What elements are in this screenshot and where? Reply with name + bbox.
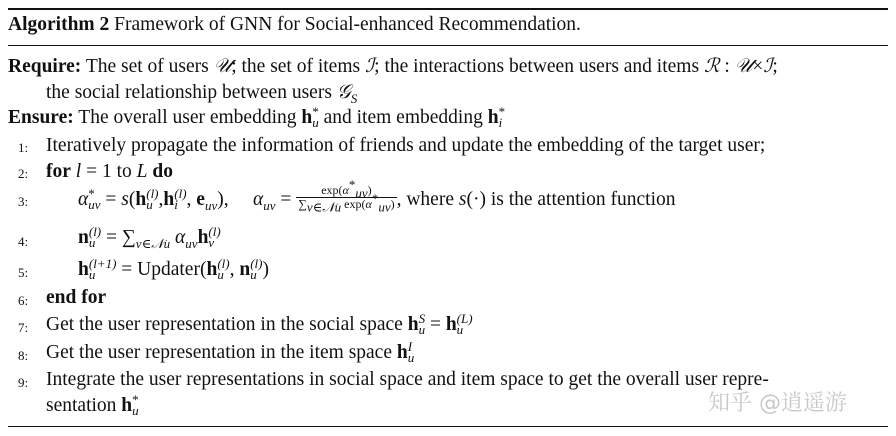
require-line-2: the social relationship between users 𝒢$_S$ <box>46 80 358 106</box>
require-line: Require: The set of users 𝒰; the set of items ℐ; the interactions between users and items ℛ : 𝒰×ℐ; <box>8 54 778 77</box>
require-label: Require: <box>8 56 82 77</box>
updater-function: Updater <box>137 259 200 280</box>
line-number-6: 6: <box>18 293 29 308</box>
ensure-label: Ensure: <box>8 107 74 128</box>
line-7-text: Get the user representation in the social space <box>46 314 403 335</box>
line-number-7: 7: <box>18 320 29 335</box>
require-text-3: ; the interactions between users and items <box>374 56 700 77</box>
line-8-text: Get the user representation in the item space <box>46 342 392 363</box>
keyword-for: for <box>46 161 71 182</box>
line-2: for l = 1 to L do <box>46 161 173 182</box>
bottom-rule <box>8 426 888 427</box>
algorithm-caption <box>8 14 581 36</box>
line-7: Get the user representation in the social space h S u = h (L) u <box>46 310 473 337</box>
line-number-5: 5: <box>18 265 29 280</box>
line-9-continuation: sentation h * u <box>46 391 139 418</box>
line-3: α * uv = s(h (l) u ,h (l) i , $e_{uv}$), $\alpha_{uv}$ = $\frac{\exp(\alpha^*_{uv})}{\sum_{v\in 𝒩u} \exp(\alpha^*_{uv})}$ , where s(·) is the attention function <box>78 177 676 215</box>
line-5: h (l+1) u = Updater(h (l) u , n (l) u ) <box>78 255 269 282</box>
line-number-2: 2: <box>18 166 29 181</box>
keyword-to: to <box>116 161 132 182</box>
line-number-1: 1: <box>18 140 29 155</box>
line-number-4: 4: <box>18 234 29 249</box>
watermark: 知乎 @逍遥游 <box>708 391 847 416</box>
require-text-4: the social relationship between users <box>46 82 332 103</box>
line-1-text: Iteratively propagate the information of friends and update the embedding of the target user; <box>46 135 766 156</box>
require-text-1: The set of users <box>85 56 209 77</box>
line-number-8: 8: <box>18 348 29 363</box>
line-9-cont-text: sentation <box>46 395 117 416</box>
keyword-do: do <box>152 161 173 182</box>
ensure-text-1: The overall user embedding <box>78 107 297 128</box>
caption-label: Algorithm 2 <box>8 14 110 35</box>
line-3-attention: is the attention function <box>490 188 676 210</box>
caption-rule <box>8 45 888 46</box>
caption-text: Framework of GNN for Social-enhanced Recommendation. <box>114 14 581 35</box>
line-8: Get the user representation in the item space h I u <box>46 338 415 365</box>
line-number-9: 9: <box>18 375 29 390</box>
line-4: n (l) u = $\sum_{v\in 𝒩u}$ $\alpha_{uv}h$ (l) v <box>78 223 221 251</box>
require-text-2: ; the set of items <box>231 56 361 77</box>
top-rule <box>8 8 888 10</box>
ensure-line: Ensure: The overall user embedding h * u and item embedding h * i <box>8 103 506 130</box>
line-number-3: 3: <box>18 194 29 209</box>
ensure-text-2: and item embedding <box>323 107 483 128</box>
line-6-end-for: end for <box>46 287 107 308</box>
line-9-text: Integrate the user representations in social space and item space to get the overall user repre- <box>46 369 769 390</box>
line-3-where: , where <box>396 188 454 210</box>
